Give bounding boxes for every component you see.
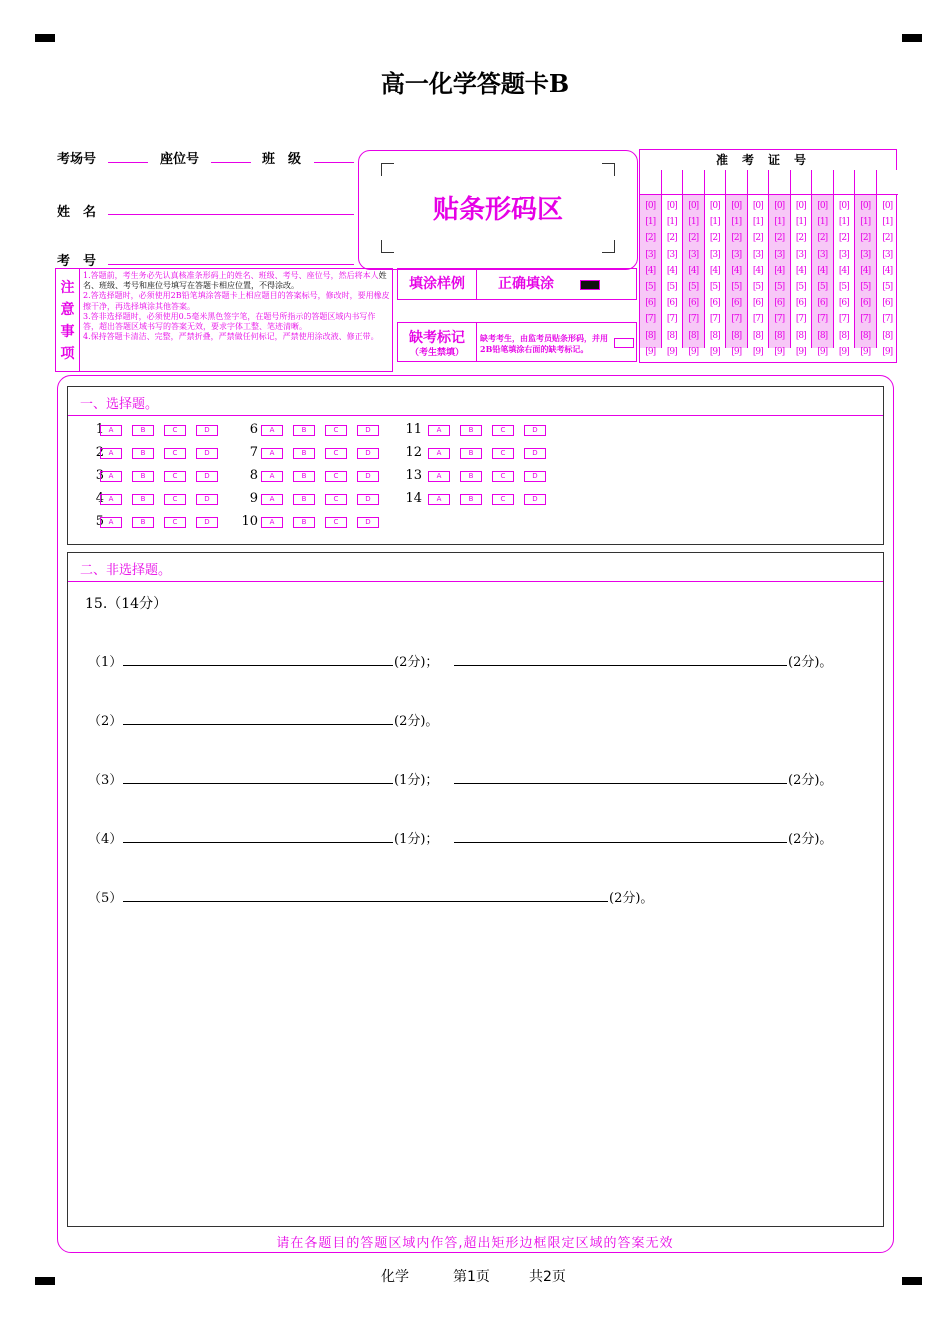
option-bubble-c[interactable]: C [164,471,186,482]
q15-part-1-number: （1） [88,655,123,670]
option-bubble-a[interactable]: A [428,425,450,436]
corner-bottom-left [381,240,394,253]
admission-digit-bubble[interactable]: [2] [838,233,849,244]
option-bubble-d[interactable]: D [524,448,546,459]
admission-digit-bubble[interactable]: [5] [645,282,656,292]
registration-mark-top-right [902,34,922,42]
q15-part-4-number: （4） [88,832,123,847]
exam-no-field[interactable] [108,264,354,265]
option-bubble-a[interactable]: A [261,425,283,436]
question-number: 2 [95,445,104,460]
option-bubble-a[interactable]: A [100,517,122,528]
admission-digit-bubble[interactable]: [6] [882,298,893,309]
admission-digit-bubble[interactable]: [4] [752,265,763,276]
absent-mark-bubble[interactable] [614,338,634,348]
admission-digit-bubble[interactable]: [1] [882,217,893,228]
exam-room-field[interactable] [108,162,148,163]
option-bubble-b[interactable]: B [460,425,482,436]
admission-digit-bubble[interactable]: [2] [688,233,699,244]
q15-part-3-blank-b[interactable] [454,783,787,784]
admission-digit-bubble[interactable]: [8] [688,330,699,341]
option-bubble-d[interactable]: D [196,494,218,505]
admission-digit-bubble[interactable]: [6] [731,298,742,309]
admission-digit-bubble[interactable]: [5] [774,282,785,292]
admission-digit-bubble[interactable]: [6] [860,298,871,309]
admission-digit-bubble[interactable]: [6] [752,298,763,309]
admission-digit-bubble[interactable]: [2] [752,233,763,244]
q15-part-2-blank-a[interactable] [123,724,393,725]
admission-digit-bubble[interactable]: [9] [688,346,699,357]
option-bubble-a[interactable]: A [261,448,283,459]
admission-digit-bubble[interactable]: [0] [882,201,893,211]
admission-digit-bubble[interactable]: [2] [882,233,893,244]
admission-digit-bubble[interactable]: [5] [709,282,720,292]
admission-digit-write-cell[interactable] [812,170,833,195]
question-number: 4 [95,491,104,506]
option-bubble-b[interactable]: B [132,494,154,505]
option-bubble-b[interactable]: B [293,448,315,459]
admission-digit-bubble[interactable]: [0] [817,201,828,211]
notice-line-1b: 姓名、班级、考号和座位号填写在答题卡相应位置，不得涂改。 [83,271,387,291]
admission-digit-bubble[interactable]: [8] [774,330,785,341]
option-bubble-d[interactable]: D [196,448,218,459]
section-2-divider [68,581,883,582]
exam-room-label: 考场号 [57,152,97,167]
admission-digit-bubble[interactable]: [9] [645,346,656,357]
option-bubble-d[interactable]: D [524,425,546,436]
admission-digit-bubble[interactable]: [6] [817,298,828,309]
option-bubble-c[interactable]: C [325,471,347,482]
notice-label-char: 注 [60,280,75,296]
option-bubble-d[interactable]: D [357,494,379,505]
q15-part-4-score-a: (1分)； [394,832,439,847]
section-2-title: 二、非选择题。 [80,563,172,578]
admission-digit-bubble[interactable]: [9] [666,346,677,357]
seat-no-field[interactable] [211,162,251,163]
admission-digit-bubble[interactable]: [7] [838,314,849,325]
question-number: 12 [405,445,422,460]
q15-part-1-score-a: (2分)； [394,655,439,670]
admission-digit-bubble[interactable]: [9] [860,346,871,357]
admission-digit-bubble[interactable]: [4] [882,265,893,276]
admission-digit-bubble[interactable]: [7] [666,314,677,325]
option-bubble-c[interactable]: C [325,517,347,528]
admission-digit-column [855,170,877,357]
notice-line-4: 4.保持答题卡清洁、完整，严禁折叠，严禁做任何标记，严禁使用涂改液、修正带。 [83,332,379,342]
admission-digit-bubble[interactable]: [0] [666,201,677,211]
admission-digit-bubble[interactable]: [5] [817,282,828,292]
admission-digit-column [834,170,856,357]
option-bubble-c[interactable]: C [164,448,186,459]
admission-digit-bubble[interactable]: [3] [860,249,871,260]
notice-label-char: 意 [60,302,75,318]
admission-digit-bubble[interactable]: [3] [688,249,699,260]
admission-digit-bubble[interactable]: [4] [838,265,849,276]
option-bubble-c[interactable]: C [492,425,514,436]
admission-digit-bubble[interactable]: [2] [860,233,871,244]
admission-digit-bubble[interactable]: [1] [795,217,806,228]
footer-subject: 化学 [381,1269,409,1285]
admission-number-grid [639,149,897,363]
option-bubble-b[interactable]: B [460,471,482,482]
admission-digit-bubble[interactable]: [3] [752,249,763,260]
question-number: 9 [249,491,258,506]
admission-digit-bubble[interactable]: [7] [752,314,763,325]
admission-digit-bubble[interactable]: [7] [774,314,785,325]
admission-digit-bubble[interactable]: [7] [645,314,656,325]
q15-part-5-score-a: (2分)。 [609,891,654,906]
absent-mark-box [397,322,637,362]
admission-digit-bubble[interactable]: [9] [795,346,806,357]
q15-part-3-number: （3） [88,773,123,788]
q15-part-5-number: （5） [88,891,123,906]
q15-part-4-blank-a[interactable] [123,842,393,843]
question-number: 10 [241,514,258,529]
class-field[interactable] [314,162,354,163]
option-bubble-b[interactable]: B [132,471,154,482]
notice-text [83,271,391,342]
question-number: 5 [95,514,104,529]
option-bubble-b[interactable]: B [460,494,482,505]
option-bubble-d[interactable]: D [524,471,546,482]
admission-digit-bubble[interactable]: [7] [688,314,699,325]
q15-part-1-blank-b[interactable] [454,665,787,666]
admission-digit-bubble[interactable]: [0] [752,201,763,211]
admission-digit-bubble[interactable]: [7] [817,314,828,325]
admission-digit-bubble[interactable]: [3] [645,249,656,260]
corner-top-left [381,163,394,176]
name-label: 姓 名 [57,205,97,220]
option-bubble-a[interactable]: A [428,494,450,505]
admission-digit-bubble[interactable]: [1] [838,217,849,228]
admission-digit-bubble[interactable]: [6] [666,298,677,309]
admission-digit-bubble[interactable]: [4] [645,265,656,276]
admission-digit-bubble[interactable]: [4] [731,265,742,276]
option-bubble-d[interactable]: D [357,517,379,528]
notice-box [55,268,393,372]
q15-part-2-number: （2） [88,714,123,729]
admission-digit-bubble[interactable]: [5] [752,282,763,292]
admission-digit-bubble[interactable]: [1] [774,217,785,228]
admission-digit-bubble[interactable]: [0] [645,201,656,211]
option-bubble-b[interactable]: B [293,471,315,482]
page-title: 高一化学答题卡B [380,69,570,98]
option-bubble-b[interactable]: B [460,448,482,459]
admission-digit-column [705,170,727,357]
admission-digit-bubble[interactable]: [6] [838,298,849,309]
admission-digit-bubble[interactable]: [1] [709,217,720,228]
admission-digit-bubble[interactable]: [0] [795,201,806,211]
section-1-divider [68,415,883,416]
admission-digit-bubble[interactable]: [9] [774,346,785,357]
admission-digit-bubble[interactable]: [0] [838,201,849,211]
admission-digit-bubble[interactable]: [9] [709,346,720,357]
notice-label-char: 事 [60,324,75,340]
admission-digit-column [877,170,899,357]
admission-digit-bubble[interactable]: [4] [688,265,699,276]
admission-digit-write-cell[interactable] [748,170,769,195]
admission-digit-write-cell[interactable] [705,170,726,195]
notice-label-char: 项 [60,346,75,362]
admission-digit-column [662,170,684,357]
option-bubble-d[interactable]: D [357,471,379,482]
option-bubble-b[interactable]: B [293,425,315,436]
q15-part-3-score-a: (1分)； [394,773,439,788]
admission-digit-bubble[interactable]: [5] [795,282,806,292]
admission-digit-bubble[interactable]: [3] [795,249,806,260]
admission-digit-bubble[interactable]: [3] [817,249,828,260]
barcode-area-label: 贴条形码区 [432,195,563,225]
admission-number-cells [640,170,896,357]
exam-no-label: 考 号 [57,254,97,269]
admission-digit-bubble[interactable]: [3] [666,249,677,260]
option-bubble-b[interactable]: B [132,448,154,459]
admission-digit-bubble[interactable]: [2] [709,233,720,244]
admission-digit-bubble[interactable]: [3] [838,249,849,260]
admission-digit-bubble[interactable]: [4] [860,265,871,276]
question-number: 13 [405,468,422,483]
free-response-section [67,552,884,1227]
admission-digit-bubble[interactable]: [1] [688,217,699,228]
barcode-area [358,150,638,270]
admission-digit-bubble[interactable]: [9] [731,346,742,357]
admission-digit-bubble[interactable]: [8] [666,330,677,341]
admission-digit-bubble[interactable]: [5] [731,282,742,292]
admission-digit-bubble[interactable]: [6] [645,298,656,309]
admission-digit-bubble[interactable]: [8] [645,330,656,341]
admission-digit-write-cell[interactable] [855,170,876,195]
admission-digit-write-cell[interactable] [834,170,855,195]
admission-digit-bubble[interactable]: [8] [817,330,828,341]
admission-digit-write-cell[interactable] [683,170,704,195]
admission-digit-bubble[interactable]: [9] [752,346,763,357]
question-number: 6 [249,422,258,437]
admission-digit-bubble[interactable]: [0] [731,201,742,211]
admission-digit-bubble[interactable]: [2] [795,233,806,244]
admission-digit-column [748,170,770,357]
option-bubble-d[interactable]: D [357,425,379,436]
option-bubble-d[interactable]: D [524,494,546,505]
question-number: 8 [249,468,258,483]
admission-digit-bubble[interactable]: [1] [666,217,677,228]
notice-line-3: 3.答非选择题时，必须使用0.5毫米黑色签字笔，在题号所指示的答题区域内书写作答，超出答题区域书写的答案无效，要求字体工整、笔迹清晰。 [83,311,376,332]
admission-digit-bubble[interactable]: [9] [817,346,828,357]
option-bubble-b[interactable]: B [132,517,154,528]
admission-digit-bubble[interactable]: [5] [860,282,871,292]
admission-digit-write-cell[interactable] [769,170,790,195]
admission-digit-bubble[interactable]: [4] [774,265,785,276]
admission-digit-column [683,170,705,357]
admission-digit-bubble[interactable]: [2] [731,233,742,244]
admission-digit-write-cell[interactable] [726,170,747,195]
admission-digit-bubble[interactable]: [8] [795,330,806,341]
option-bubble-c[interactable]: C [325,448,347,459]
question-number: 1 [95,422,104,437]
admission-digit-bubble[interactable]: [3] [882,249,893,260]
multiple-choice-section [67,386,884,545]
notice-line-2: 2.答选择题时，必须使用2B铅笔填涂答题卡上相应题目的答案标号，修改时，要用橡皮擦干净，再选择填涂其他答案。 [83,291,390,311]
option-bubble-c[interactable]: C [492,448,514,459]
admission-digit-bubble[interactable]: [7] [860,314,871,325]
admission-digit-bubble[interactable]: [8] [731,330,742,341]
absent-mark-label: 缺考标记 [409,330,465,346]
option-bubble-c[interactable]: C [492,471,514,482]
admission-digit-bubble[interactable]: [7] [731,314,742,325]
admission-digit-bubble[interactable]: [1] [752,217,763,228]
admission-digit-bubble[interactable]: [5] [688,282,699,292]
admission-digit-column [769,170,791,357]
notice-line-1a: 1.答题前，考生务必先认真核准条形码上的姓名、班级、考号、座位号，然后将本人 [83,271,379,280]
admission-digit-bubble[interactable]: [1] [817,217,828,228]
option-bubble-a[interactable]: A [100,448,122,459]
absent-mark-sub: （考生禁填） [409,348,464,358]
admission-digit-write-cell[interactable] [791,170,812,195]
answer-area-warning: 请在各题目的答题区域内作答,超出矩形边框限定区域的答案无效 [276,1236,674,1251]
option-bubble-a[interactable]: A [100,471,122,482]
admission-digit-bubble[interactable]: [8] [882,330,893,341]
admission-digit-bubble[interactable]: [2] [774,233,785,244]
correct-fill-sample [580,280,600,290]
q15-part-4-score-b: (2分)。 [788,832,833,847]
divider [476,269,477,299]
option-bubble-d[interactable]: D [196,471,218,482]
admission-digit-bubble[interactable]: [5] [882,282,893,292]
divider [476,323,477,361]
admission-digit-bubble[interactable]: [0] [709,201,720,211]
admission-digit-column [726,170,748,357]
q15-part-1-score-b: (2分)。 [788,655,833,670]
admission-digit-bubble[interactable]: [4] [709,265,720,276]
admission-digit-bubble[interactable]: [8] [838,330,849,341]
admission-digit-column [640,170,662,357]
admission-digit-write-cell[interactable] [877,170,899,195]
correct-fill-label: 正确填涂 [498,276,554,292]
admission-digit-bubble[interactable]: [1] [731,217,742,228]
registration-mark-top-left [35,34,55,42]
option-bubble-c[interactable]: C [164,517,186,528]
option-bubble-a[interactable]: A [261,517,283,528]
admission-digit-bubble[interactable]: [3] [731,249,742,260]
corner-top-right [602,163,615,176]
registration-mark-bottom-right [902,1277,922,1285]
admission-digit-bubble[interactable]: [4] [817,265,828,276]
corner-bottom-right [602,240,615,253]
option-bubble-d[interactable]: D [196,517,218,528]
seat-no-label: 座位号 [160,152,200,167]
option-bubble-d[interactable]: D [357,448,379,459]
admission-digit-bubble[interactable]: [2] [645,233,656,244]
option-bubble-c[interactable]: C [164,425,186,436]
question-15-heading: 15.（14分） [85,596,168,612]
footer-page-total: 共2页 [529,1269,566,1285]
footer-page-number: 第1页 [453,1269,490,1285]
admission-digit-bubble[interactable]: [7] [795,314,806,325]
admission-digit-bubble[interactable]: [1] [645,217,656,228]
section-1-title: 一、选择题。 [80,397,159,412]
admission-digit-bubble[interactable]: [1] [860,217,871,228]
admission-digit-bubble[interactable]: [6] [795,298,806,309]
q15-part-3-score-b: (2分)。 [788,773,833,788]
admission-digit-bubble[interactable]: [4] [666,265,677,276]
admission-number-title: 准考证号 [640,150,896,171]
admission-digit-write-cell[interactable] [662,170,683,195]
option-bubble-d[interactable]: D [196,425,218,436]
q15-part-1-blank-a[interactable] [123,665,393,666]
admission-digit-column [791,170,813,357]
admission-digit-column [812,170,834,357]
admission-digit-bubble[interactable]: [6] [709,298,720,309]
option-bubble-a[interactable]: A [261,494,283,505]
fill-example-label: 填涂样例 [409,276,465,292]
absent-mark-desc: 缺考考生，由监考员贴条形码，并用2B铅笔填涂右面的缺考标记。 [480,333,608,354]
option-bubble-a[interactable]: A [428,471,450,482]
admission-digit-bubble[interactable]: [3] [774,249,785,260]
class-label: 班 级 [262,152,302,167]
option-bubble-a[interactable]: A [100,425,122,436]
admission-digit-bubble[interactable]: [5] [838,282,849,292]
option-bubble-a[interactable]: A [261,471,283,482]
admission-digit-bubble[interactable]: [2] [666,233,677,244]
admission-digit-bubble[interactable]: [0] [688,201,699,211]
fill-example-box [397,268,637,300]
question-number: 11 [405,422,422,437]
q15-part-5-blank-a[interactable] [123,901,608,902]
option-bubble-c[interactable]: C [492,494,514,505]
admission-digit-bubble[interactable]: [6] [774,298,785,309]
question-number: 7 [249,445,258,460]
admission-digit-bubble[interactable]: [7] [882,314,893,325]
admission-digit-bubble[interactable]: [5] [666,282,677,292]
option-bubble-c[interactable]: C [325,425,347,436]
option-bubble-a[interactable]: A [100,494,122,505]
admission-digit-write-cell[interactable] [640,170,661,195]
admission-digit-bubble[interactable]: [0] [774,201,785,211]
admission-digit-bubble[interactable]: [8] [860,330,871,341]
option-bubble-b[interactable]: B [132,425,154,436]
option-bubble-c[interactable]: C [325,494,347,505]
option-bubble-a[interactable]: A [428,448,450,459]
option-bubble-c[interactable]: C [164,494,186,505]
admission-digit-bubble[interactable]: [8] [752,330,763,341]
q15-part-3-blank-a[interactable] [123,783,393,784]
admission-digit-bubble[interactable]: [9] [838,346,849,357]
admission-digit-bubble[interactable]: [2] [817,233,828,244]
q15-part-2-score-a: (2分)。 [394,714,439,729]
admission-digit-bubble[interactable]: [4] [795,265,806,276]
admission-digit-bubble[interactable]: [3] [709,249,720,260]
admission-digit-bubble[interactable]: [6] [688,298,699,309]
question-number: 14 [405,491,422,506]
question-number: 3 [95,468,104,483]
q15-part-4-blank-b[interactable] [454,842,787,843]
admission-digit-bubble[interactable]: [0] [860,201,871,211]
option-bubble-b[interactable]: B [293,517,315,528]
name-field[interactable] [108,214,354,215]
option-bubble-b[interactable]: B [293,494,315,505]
admission-digit-bubble[interactable]: [9] [882,346,893,357]
admission-digit-bubble[interactable]: [8] [709,330,720,341]
registration-mark-bottom-left [35,1277,55,1285]
admission-digit-bubble[interactable]: [7] [709,314,720,325]
notice-label [56,269,80,371]
